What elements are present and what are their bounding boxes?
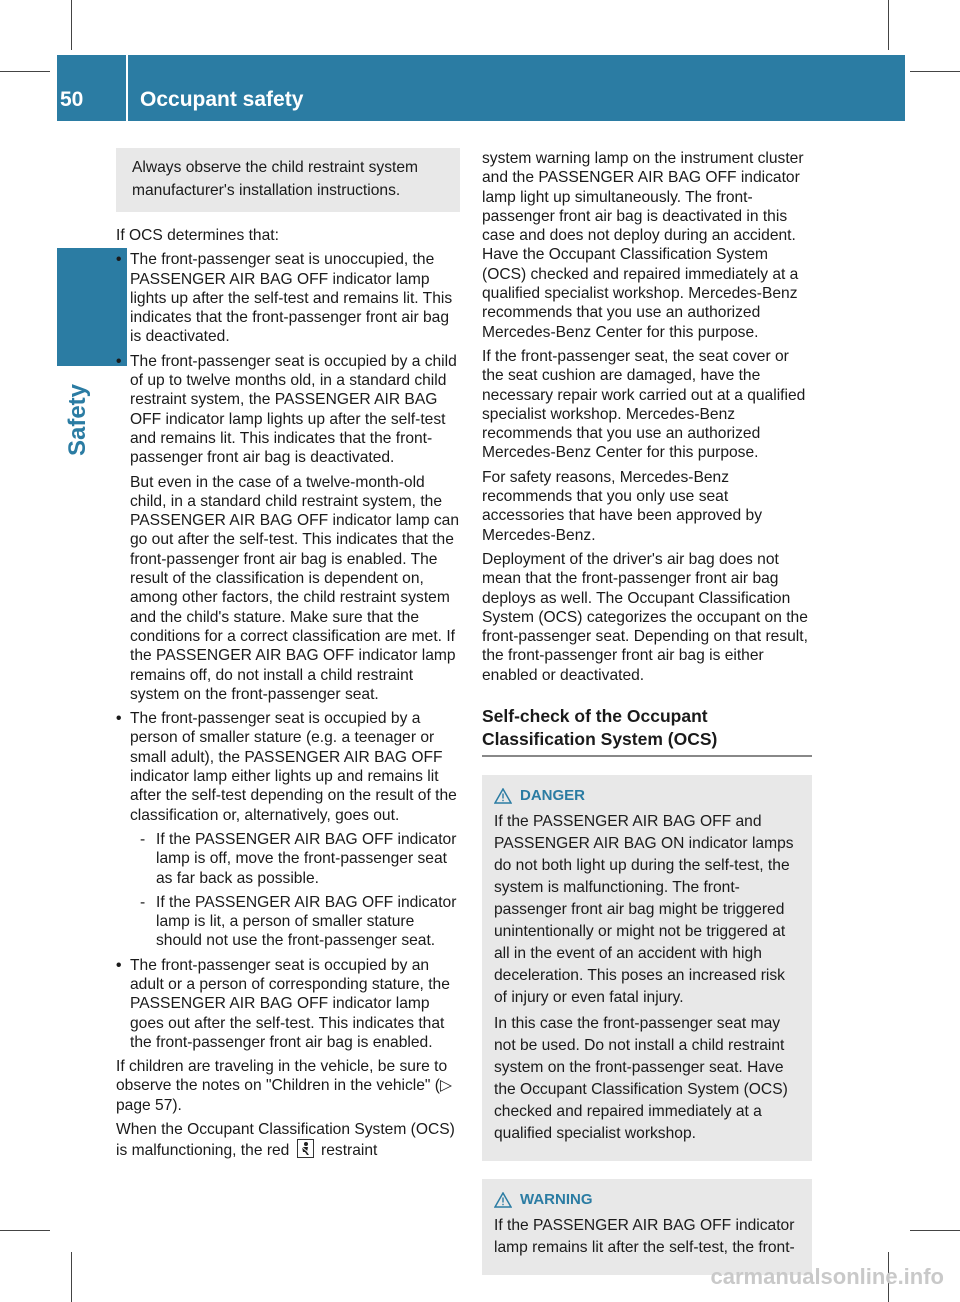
paragraph: For safety reasons, Mercedes-Benz recommends that you only use seat accessories that have been approved by Mercedes-Benz. [482,468,763,544]
watermark: carmanualsonline.info [710,1264,944,1289]
section-heading: Self-check of the Occupant Classification System (OCS) [482,705,812,757]
list-item [116,250,460,346]
danger-title-text: DANGER [520,787,586,805]
malfunction-text [116,1120,460,1161]
note-box: Always observe the child restraint system manufacturer's installation instructions. [116,148,460,212]
warning-title-text: WARNING [520,1191,593,1209]
page-title: Occupant safety [140,88,304,111]
list-item [116,352,460,704]
crop-mark [910,1230,960,1231]
sub-list-item: - If the PASSENGER AIR BAG OFF indicator lamp is off, move the front-passenger seat as far back as possible. [130,830,460,888]
warning-box [482,1179,812,1275]
page-ref-link[interactable]: page 57). [116,1096,182,1114]
warning-title [494,1189,800,1211]
list-item [116,956,460,1052]
children-note-text: If children are traveling in the vehicle, be sure to observe the notes on "Children in the vehicle" ( [116,1058,448,1095]
crop-mark [910,71,960,72]
intro-text: If OCS determines that: [116,227,279,244]
left-column [116,148,460,1166]
danger-title [494,785,800,807]
crop-mark [888,0,889,50]
header-divider [126,55,128,121]
crop-mark [0,71,50,72]
crop-mark [71,0,72,50]
list-item-text: • The front-passenger seat is occupied by a person of smaller stature (e.g. a teenager or small adult), the PASSENGER AIR BAG OFF indicator lamp either lights up and remains lit after the self-test depending on the result of the classification or, alternatively, goes out. [130,710,457,824]
list-item-text: • The front-passenger seat is unoccupied, the PASSENGER AIR BAG OFF indicator lamp lights up after the self-test and remains lit. This indicates that the front-passenger front air bag is deactivated. [130,251,453,346]
paragraph: Deployment of the driver's air bag does not mean that the front-passenger front air bag deploys as well. The Occupant Classification System (OCS) categorizes the occupant on the front-passenger seat. Depending on that result, the front-passenger front air bag is either enabled or deactivated. [482,550,808,684]
page-ref-arrow-icon: ▷ [440,1077,452,1095]
section-label: Safety [64,383,91,457]
right-column [482,149,812,1275]
danger-text: In this case the front-passenger seat may not be used. Do not install a child restraint system on the front-passenger seat. Have the Occupant Classification System (OCS) checked and repaired immediately at a qualified specialist workshop. [494,1015,788,1143]
crop-mark [0,1230,50,1231]
paragraph: If the front-passenger seat, the seat cover or the seat cushion are damaged, have the necessary repair work carried out at a qualified specialist workshop. Mercedes-Benz recommends that you use an authorized Mercedes-Benz Center for this purpose. [482,347,806,462]
children-note [116,1057,460,1115]
malfunction-text-end: restraint [321,1142,378,1160]
warning-triangle-icon [494,788,512,804]
list-item-text: But even in the case of a twelve-month-old child, in a standard child restraint system, the PASSENGER AIR BAG OFF indicator lamp can go out after the self-test. This indicates that the front-passenger front air bag is enabled. The result of the classification is dependent on, among other factors, the child restraint system and the child's stature. Make sure that the conditions for a correct classification are met. If the PASSENGER AIR BAG OFF indicator lamp remains off, do not install a child restraint system on the front-passenger seat. [130,473,460,703]
crop-mark [71,1252,72,1302]
paragraph: system warning lamp on the instrument cluster and the PASSENGER AIR BAG OFF indicator lamp light up simultaneously. The front-passenger front air bag is deactivated in this case and does not deploy during an accident. Have the Occupant Classification System (OCS) checked and repaired immediately at a qualified specialist workshop. Mercedes-Benz recommends that you use an authorized Mercedes-Benz Center for this purpose. [482,150,804,341]
seat-belt-icon [297,1139,314,1158]
sub-list-item: - If the PASSENGER AIR BAG OFF indicator lamp is lit, a person of smaller stature should not use the front-passenger seat. [130,893,460,951]
warning-text: If the PASSENGER AIR BAG OFF indicator lamp remains lit after the self-test, the front- [494,1217,795,1257]
warning-triangle-icon [494,1192,512,1208]
list-item-text: • The front-passenger seat is occupied by an adult or a person of corresponding stature, the PASSENGER AIR BAG OFF indicator lamp goes out after the self-test. This indicates that the front-passenger front air bag is enabled. [130,956,450,1051]
page-number: 50 [60,88,84,111]
list-item [116,709,460,951]
list-item-text: • The front-passenger seat is occupied by a child of up to twelve months old, in a standard child restraint system, the PASSENGER AIR BAG OFF indicator lamp lights up after the self-test and remains lit. This indicates that the front-passenger front air bag is deactivated. [130,352,457,467]
danger-box [482,775,812,1161]
danger-text: If the PASSENGER AIR BAG OFF and PASSENGER AIR BAG ON indicator lamps do not both light up during the self-test, the system is malfunctioning. The front-passenger front air bag might be triggered unintentionally or might not be triggered at all in the event of an accident with high deceleration. This poses an increased risk of injury or even fatal injury. [494,813,794,1007]
malfunction-text-start: When the Occupant Classification System (OCS) is malfunctioning, the red [116,1121,455,1160]
